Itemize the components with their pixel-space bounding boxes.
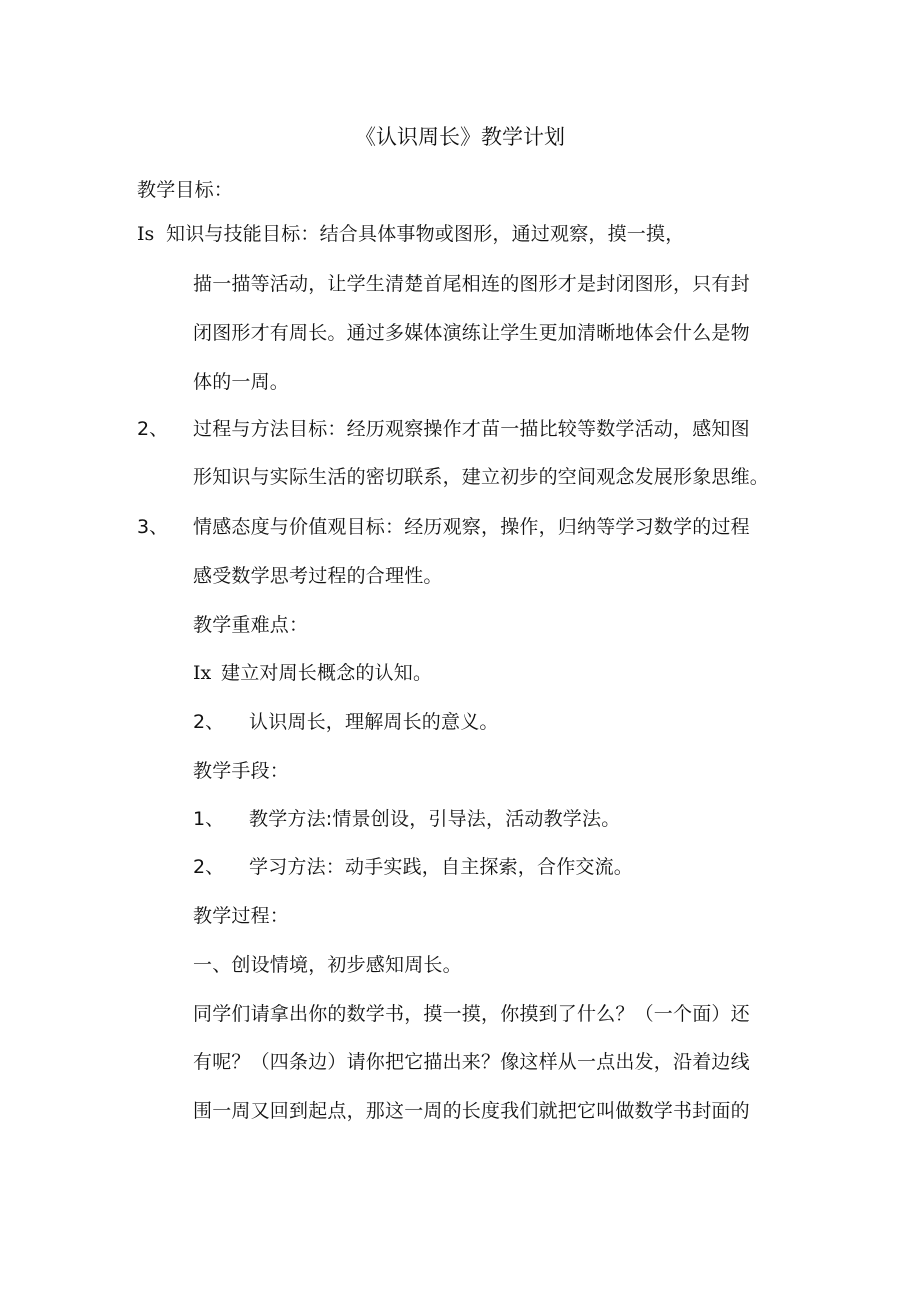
objective-3-line-2: 感受数学思考过程的合理性。	[193, 565, 443, 587]
key-point-2-text: 认识周长，理解周长的意义。	[249, 711, 499, 733]
objective-1-line-1: 知识与技能目标：结合具体事物或图形，通过观察，摸一摸，	[166, 223, 685, 245]
means-1-number: 1、	[193, 808, 225, 830]
means-heading: 教学手段：	[193, 760, 290, 782]
key-points-heading: 教学重难点：	[193, 614, 309, 636]
process-section-1: 一、创设情境，初步感知周长。	[193, 954, 462, 976]
process-heading: 教学过程：	[193, 905, 290, 927]
means-1-text: 教学方法:情景创设，引导法，活动教学法。	[249, 808, 621, 830]
process-paragraph-line-1: 同学们请拿出你的数学书，摸一摸，你摸到了什么？（一个面）还	[193, 1003, 750, 1025]
objective-2-line-1: 过程与方法目标：经历观察操作才苗一描比较等数学活动，感知图	[193, 418, 750, 440]
objective-3-line-1: 情感态度与价值观目标：经历观察，操作，归纳等学习数学的过程	[193, 516, 750, 538]
means-2-text: 学习方法：动手实践，自主探索，合作交流。	[249, 856, 634, 878]
key-point-1-text: 建立对周长概念的认知。	[221, 662, 433, 684]
process-paragraph-line-3: 围一周又回到起点，那这一周的长度我们就把它叫做数学书封面的	[193, 1100, 750, 1122]
key-point-1-number: Ix	[193, 662, 212, 684]
objectives-heading: 教学目标：	[137, 179, 234, 201]
objective-3-number: 3、	[137, 516, 169, 538]
objective-1-line-2: 描一描等活动，让学生清楚首尾相连的图形才是封闭图形，只有封	[193, 273, 750, 295]
key-point-2-number: 2、	[193, 711, 225, 733]
objective-2-line-2: 形知识与实际生活的密切联系，建立初步的空间观念发展形象思维。	[193, 466, 770, 488]
objective-1-number: Is	[137, 223, 155, 245]
objective-2-number: 2、	[137, 418, 169, 440]
objective-1-line-4: 体的一周。	[193, 371, 290, 393]
document-title: 《认识周长》教学计划	[355, 125, 565, 149]
process-paragraph-line-2: 有呢？（四条边）请你把它描出来？像这样从一点出发，沿着边线	[193, 1051, 750, 1073]
objective-1-line-3: 闭图形才有周长。通过多媒体演练让学生更加清晰地体会什么是物	[193, 322, 750, 344]
means-2-number: 2、	[193, 856, 225, 878]
